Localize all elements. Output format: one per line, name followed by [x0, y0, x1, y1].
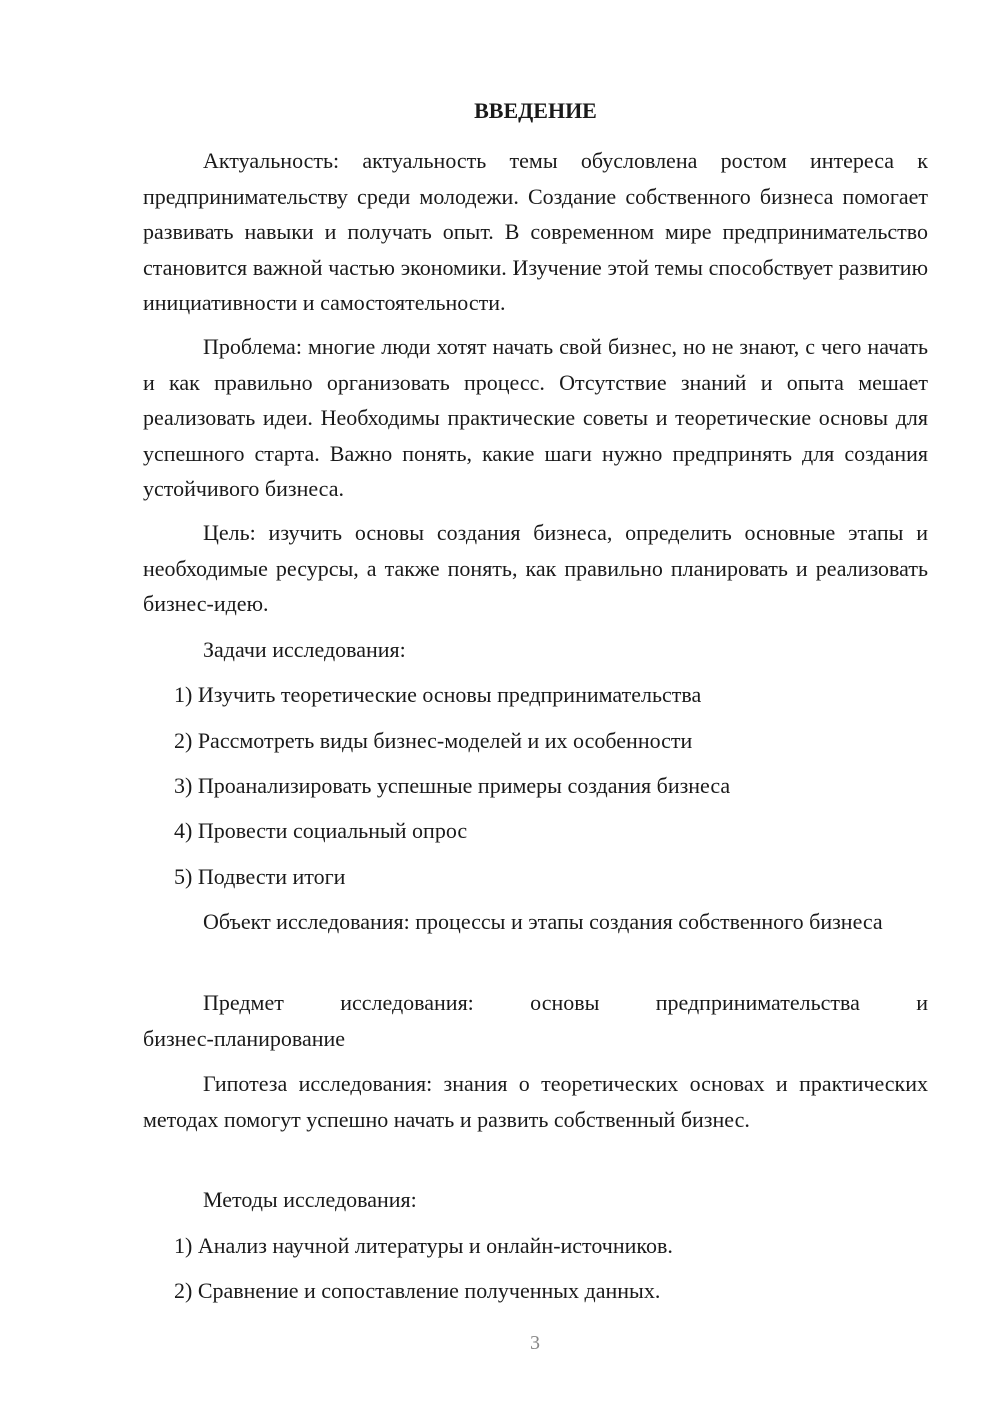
methods-label: Методы исследования: — [203, 1187, 417, 1212]
task-item: 5) Подвести итоги — [174, 864, 346, 889]
object-paragraph: Объект исследования: процессы и этапы создания собственного бизнеса — [203, 909, 883, 934]
section-title: ВВЕДЕНИЕ — [474, 98, 597, 123]
hypothesis-paragraph: Гипотеза исследования: знания о теоретических основах и практических методах помогут успешно начать и развить собственный бизнес. — [143, 1071, 928, 1132]
task-item: 2) Рассмотреть виды бизнес-моделей и их особенности — [174, 728, 693, 753]
goal-paragraph: Цель: изучить основы создания бизнеса, определить основные этапы и необходимые ресурсы, а также понять, как правильно планировать и реализовать бизнес-идею. — [143, 520, 928, 616]
relevance-paragraph: Актуальность: актуальность темы обусловлена ростом интереса к предпринимательству среди молодежи. Создание собственного бизнеса помогает развивать навыки и получать опыт. В современном мире предпринимательство становится важной частью экономики. Изучение этой темы способствует развитию инициативности и самостоятельности. — [143, 148, 928, 315]
method-item: 2) Сравнение и сопоставление полученных данных. — [174, 1278, 661, 1303]
task-item: 1) Изучить теоретические основы предпринимательства — [174, 682, 702, 707]
tasks-label: Задачи исследования: — [203, 637, 406, 662]
method-item: 1) Анализ научной литературы и онлайн-источников. — [174, 1233, 673, 1258]
task-item: 3) Проанализировать успешные примеры создания бизнеса — [174, 773, 731, 798]
task-item: 4) Провести социальный опрос — [174, 818, 468, 843]
page-number: 3 — [530, 1332, 540, 1354]
subject-paragraph: Предмет исследования: основы предпринимательства и бизнес-планирование — [143, 990, 928, 1051]
problem-paragraph: Проблема: многие люди хотят начать свой бизнес, но не знают, с чего начать и как правильно организовать процесс. Отсутствие знаний и опыта мешает реализовать идеи. Необходимы практические советы и теоретические основы для успешного старта. Важно понять, какие шаги нужно предпринять для создания устойчивого бизнеса. — [143, 334, 928, 501]
